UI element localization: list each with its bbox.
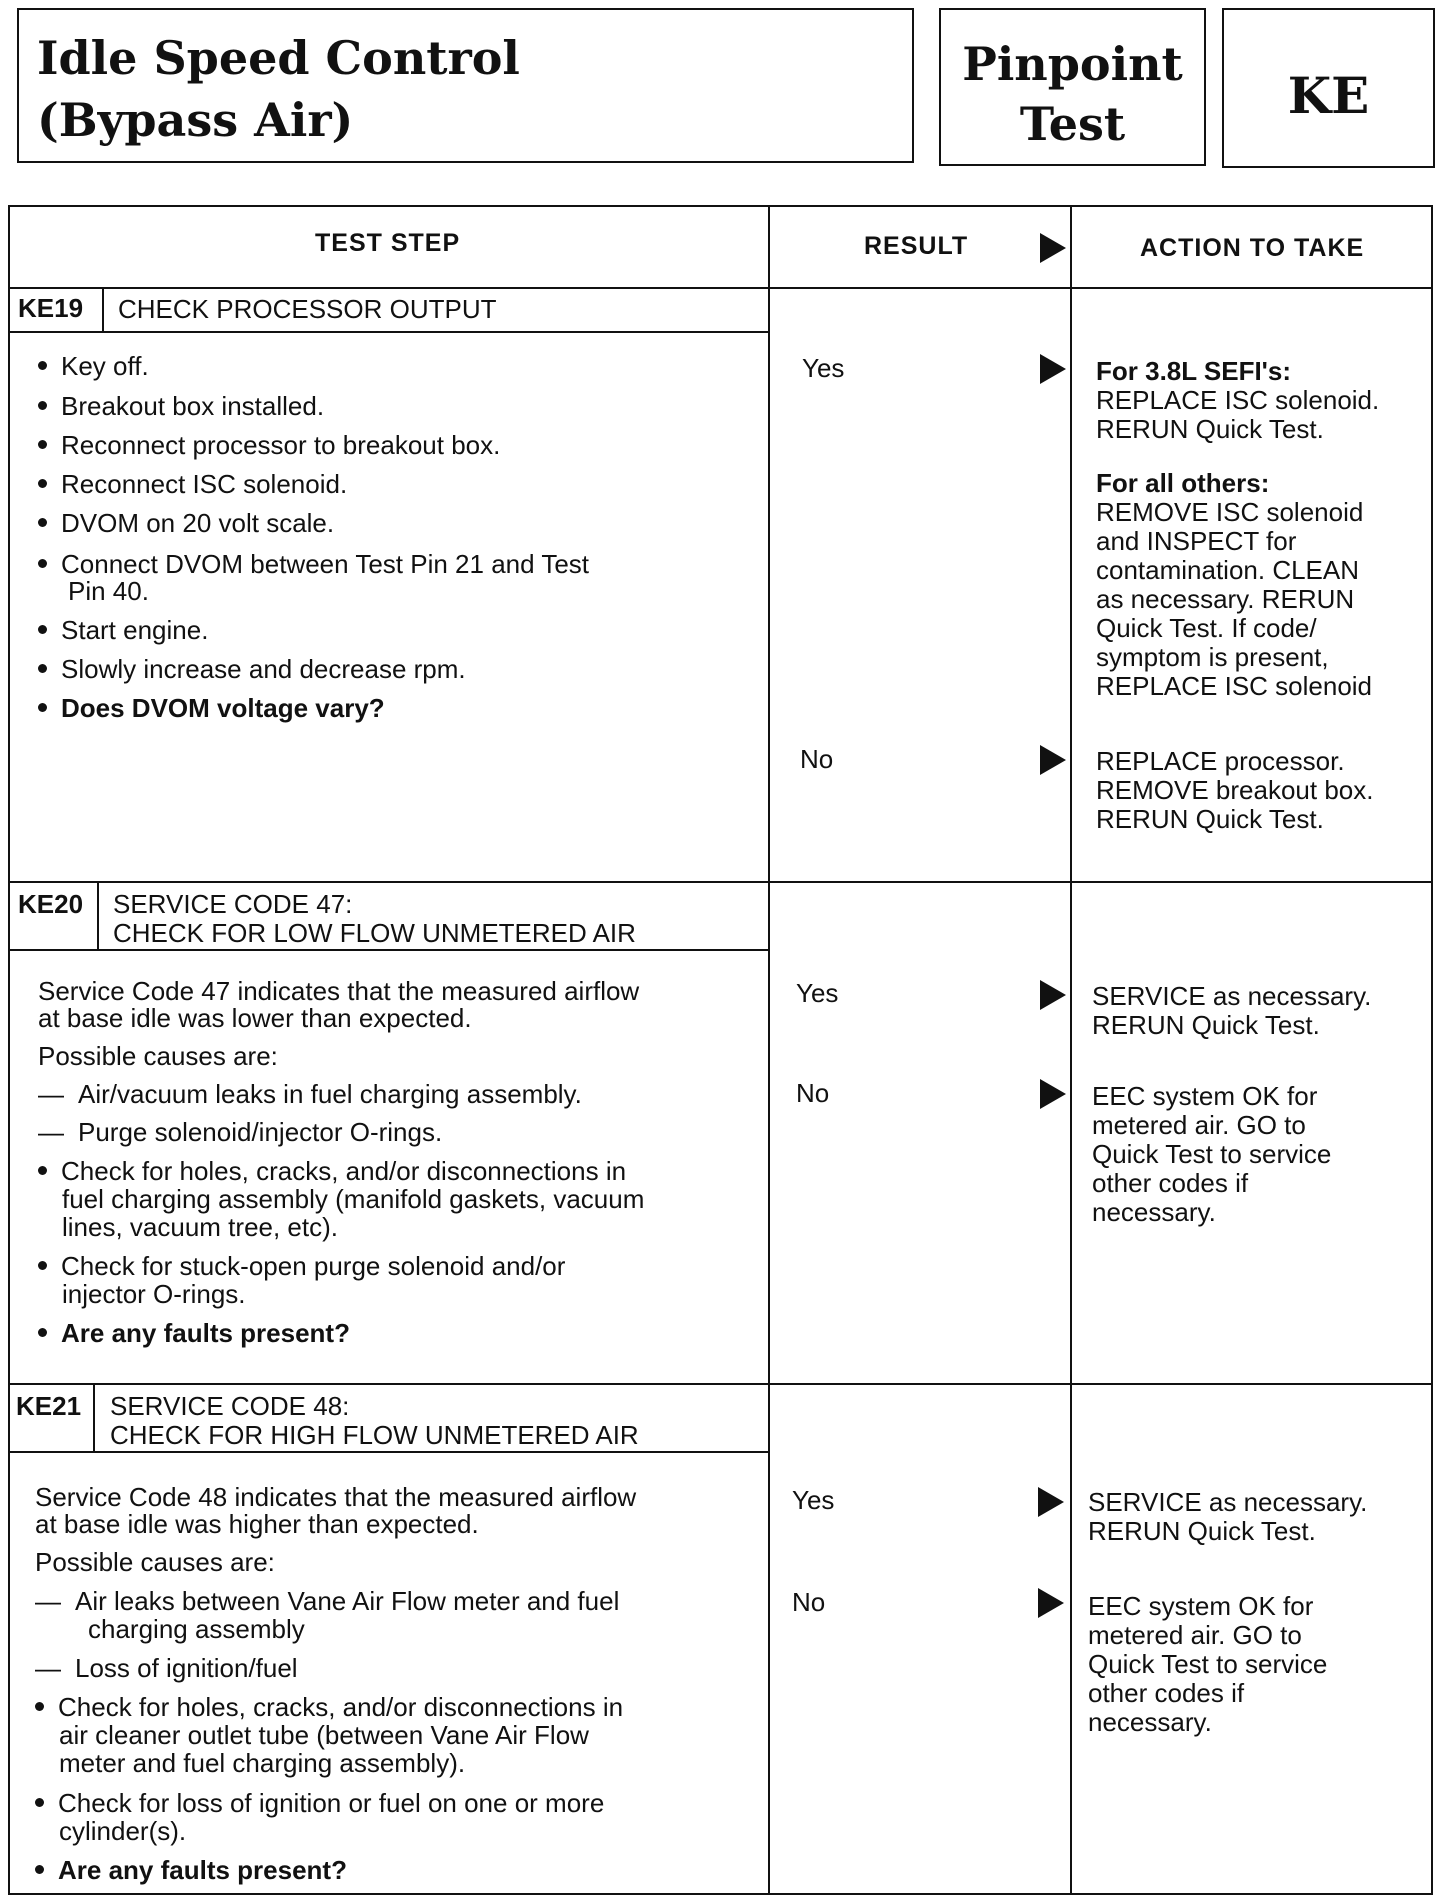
list-item: Breakout box installed.: [38, 392, 324, 421]
bullet-icon: [38, 664, 47, 673]
action-line: metered air. GO to: [1092, 1110, 1306, 1140]
action-line: as necessary. RERUN: [1096, 584, 1355, 614]
page-title-line1: Idle Speed Control: [37, 31, 520, 85]
bullet-icon: [38, 518, 47, 527]
step-id-divider: [97, 881, 99, 951]
step-title-ke21-line2: CHECK FOR HIGH FLOW UNMETERED AIR: [110, 1420, 639, 1450]
action-line: EEC system OK for: [1088, 1591, 1314, 1621]
step-id-ke19: KE19: [18, 293, 84, 323]
step-title-rule: [10, 331, 768, 333]
list-item: Key off.: [38, 352, 149, 381]
list-item: Start engine.: [38, 616, 208, 645]
paragraph-line: at base idle was lower than expected.: [38, 1003, 472, 1033]
arrow-icon: [1040, 1079, 1066, 1109]
header-rule: [10, 287, 1431, 289]
column-divider-result: [768, 207, 770, 1893]
action-line: REPLACE processor.: [1096, 746, 1345, 776]
action-line: Quick Test. If code/: [1096, 613, 1317, 643]
arrow-icon: [1040, 233, 1066, 263]
list-item: — Purge solenoid/injector O-rings.: [38, 1117, 443, 1147]
action-line: EEC system OK for: [1092, 1081, 1318, 1111]
arrow-icon: [1040, 980, 1066, 1010]
list-item: Check for holes, cracks, and/or disconnections in: [35, 1693, 623, 1722]
list-item-question: Are any faults present?: [38, 1319, 350, 1348]
test-code: KE: [1287, 66, 1370, 125]
action-line: contamination. CLEAN: [1096, 555, 1360, 585]
pinpoint-line2: Test: [1019, 97, 1126, 151]
list-item-continued: Pin 40.: [68, 576, 149, 606]
step-title-ke20-line1: SERVICE CODE 47:: [113, 889, 353, 919]
bullet-icon: [38, 625, 47, 634]
result-yes: Yes: [792, 1485, 835, 1515]
bullet-icon: [38, 1166, 47, 1175]
list-item: Reconnect processor to breakout box.: [38, 431, 500, 460]
action-heading: For 3.8L SEFI's:: [1096, 356, 1291, 386]
section-rule: [10, 1383, 1431, 1385]
arrow-icon: [1040, 745, 1066, 775]
col-header-action: ACTION TO TAKE: [1140, 234, 1365, 262]
section-rule: [10, 881, 1431, 883]
list-item: — Loss of ignition/fuel: [35, 1653, 298, 1683]
action-line: REPLACE ISC solenoid: [1096, 671, 1373, 701]
list-item: DVOM on 20 volt scale.: [38, 509, 334, 538]
pinpoint-box: [939, 8, 1206, 166]
step-id-divider: [102, 287, 104, 333]
action-line: RERUN Quick Test.: [1096, 804, 1324, 834]
arrow-icon: [1040, 354, 1066, 384]
list-item-continued: cylinder(s).: [59, 1816, 187, 1846]
action-line: symptom is present,: [1096, 642, 1329, 672]
bullet-icon: [38, 1328, 47, 1337]
step-title-ke20-line2: CHECK FOR LOW FLOW UNMETERED AIR: [113, 918, 636, 948]
col-header-result: RESULT: [864, 232, 969, 260]
action-line: SERVICE as necessary.: [1092, 981, 1372, 1011]
list-item: Reconnect ISC solenoid.: [38, 470, 347, 499]
test-code-box: [1222, 8, 1435, 168]
list-item: Check for loss of ignition or fuel on one or more: [35, 1789, 604, 1818]
action-line: necessary.: [1092, 1197, 1216, 1227]
bullet-icon: [35, 1865, 44, 1874]
action-line: SERVICE as necessary.: [1088, 1487, 1368, 1517]
paragraph-line: Possible causes are:: [38, 1041, 278, 1071]
result-no: No: [800, 744, 834, 774]
result-no: No: [792, 1587, 826, 1617]
column-divider-action: [1070, 207, 1072, 1893]
bullet-icon: [35, 1702, 44, 1711]
bullet-icon: [38, 703, 47, 712]
action-line: other codes if: [1088, 1678, 1245, 1708]
step-title-ke21-line1: SERVICE CODE 48:: [110, 1391, 350, 1421]
arrow-icon: [1038, 1588, 1064, 1618]
list-item: — Air/vacuum leaks in fuel charging assembly.: [38, 1079, 582, 1109]
list-item: — Air leaks between Vane Air Flow meter and fuel: [35, 1586, 620, 1616]
page-title-line2: (Bypass Air): [37, 93, 354, 147]
paragraph-line: at base idle was higher than expected.: [35, 1509, 479, 1539]
action-line: Quick Test to service: [1088, 1649, 1328, 1679]
paragraph-line: Possible causes are:: [35, 1547, 275, 1577]
action-line: REPLACE ISC solenoid.: [1096, 385, 1380, 415]
list-item-continued: charging assembly: [88, 1614, 305, 1644]
result-yes: Yes: [796, 978, 839, 1008]
bullet-icon: [38, 440, 47, 449]
list-item-continued: lines, vacuum tree, etc).: [62, 1212, 338, 1242]
step-title-rule: [10, 1451, 768, 1453]
list-item-continued: air cleaner outlet tube (between Vane Air Flow: [59, 1720, 589, 1750]
bullet-icon: [38, 479, 47, 488]
action-line: REMOVE breakout box.: [1096, 775, 1374, 805]
action-heading: For all others:: [1096, 468, 1270, 498]
pinpoint-test-table: [8, 205, 1433, 1895]
step-title-rule: [10, 949, 768, 951]
action-line: RERUN Quick Test.: [1096, 414, 1324, 444]
action-line: Quick Test to service: [1092, 1139, 1332, 1169]
list-item-continued: fuel charging assembly (manifold gaskets, vacuum: [62, 1184, 645, 1214]
step-id-divider: [93, 1383, 95, 1453]
bullet-icon: [38, 1261, 47, 1270]
arrow-icon: [1038, 1487, 1064, 1517]
list-item: Connect DVOM between Test Pin 21 and Test: [38, 550, 589, 579]
col-header-test-step: TEST STEP: [315, 229, 461, 257]
list-item-question: Are any faults present?: [35, 1856, 347, 1885]
action-line: necessary.: [1088, 1707, 1212, 1737]
list-item: Check for stuck-open purge solenoid and/or: [38, 1252, 565, 1281]
action-line: other codes if: [1092, 1168, 1249, 1198]
bullet-icon: [38, 559, 47, 568]
step-id-ke21: KE21: [16, 1391, 82, 1421]
action-line: RERUN Quick Test.: [1092, 1010, 1320, 1040]
paragraph-line: Service Code 48 indicates that the measured airflow: [35, 1482, 637, 1512]
list-item-continued: meter and fuel charging assembly).: [59, 1748, 466, 1778]
list-item: Slowly increase and decrease rpm.: [38, 655, 466, 684]
paragraph-line: Service Code 47 indicates that the measured airflow: [38, 976, 640, 1006]
action-line: REMOVE ISC solenoid: [1096, 497, 1364, 527]
action-line: and INSPECT for: [1096, 526, 1297, 556]
step-id-ke20: KE20: [18, 889, 84, 919]
action-line: metered air. GO to: [1088, 1620, 1302, 1650]
bullet-icon: [38, 361, 47, 370]
title-box: [17, 8, 914, 163]
result-no: No: [796, 1078, 830, 1108]
step-title-ke19: CHECK PROCESSOR OUTPUT: [118, 294, 497, 324]
list-item: Check for holes, cracks, and/or disconnections in: [38, 1157, 626, 1186]
bullet-icon: [38, 401, 47, 410]
list-item-continued: injector O-rings.: [62, 1279, 246, 1309]
list-item-question: Does DVOM voltage vary?: [38, 694, 385, 723]
result-yes: Yes: [802, 353, 845, 383]
bullet-icon: [35, 1798, 44, 1807]
pinpoint-line1: Pinpoint: [962, 37, 1183, 91]
action-line: RERUN Quick Test.: [1088, 1516, 1316, 1546]
